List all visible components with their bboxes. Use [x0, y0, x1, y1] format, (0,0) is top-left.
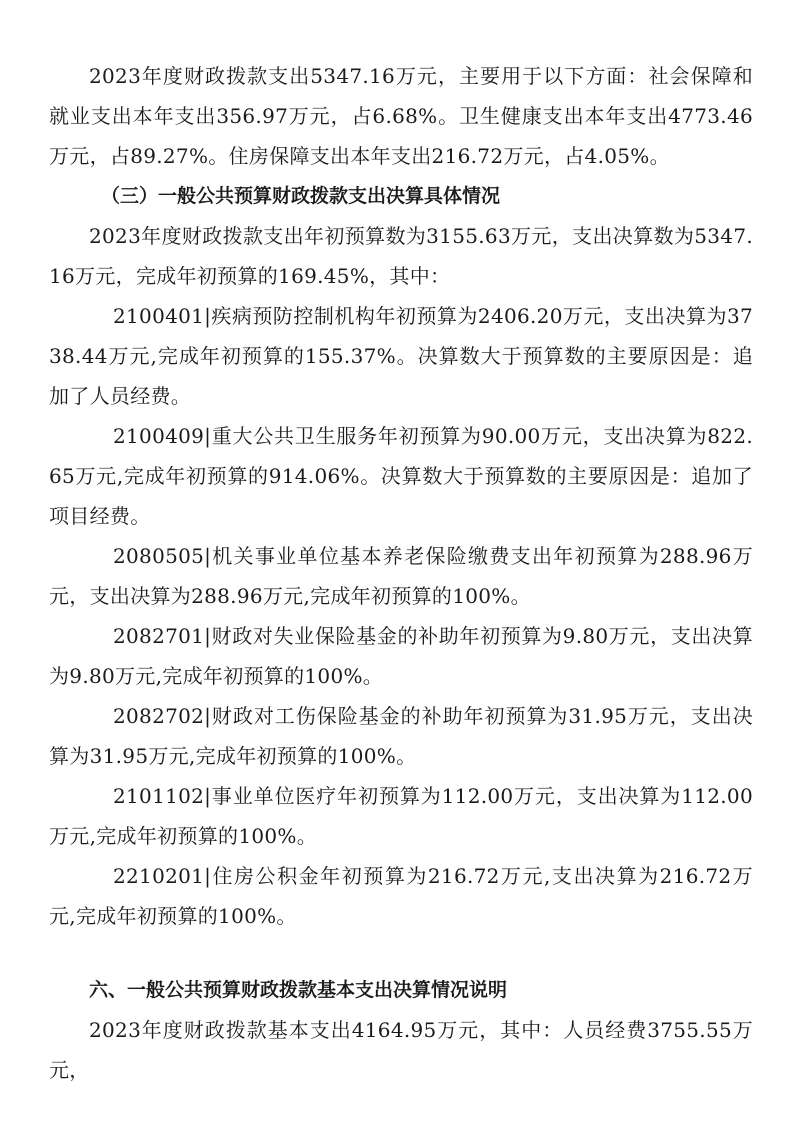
basic-expenditure-paragraph: 2023年度财政拨款基本支出4164.95万元，其中：人员经费3755.55万元， — [49, 1018, 753, 1082]
budget-item-2101102: 2101102|事业单位医疗年初预算为112.00万元，支出决算为112.00万元,完成年初预算的100%。 — [49, 784, 753, 848]
budget-item-2100401: 2100401|疾病预防控制机构年初预算为2406.20万元，支出决算为3738.44万元,完成年初预算的155.37%。决算数大于预算数的主要原因是：追加了人员经费。 — [49, 304, 753, 408]
budget-item-2080505: 2080505|机关事业单位基本养老保险缴费支出年初预算为288.96万元，支出决算为288.96万元,完成年初预算的100%。 — [49, 544, 753, 608]
budget-overview-paragraph: 2023年度财政拨款支出年初预算数为3155.63万元，支出决算数为5347.16万元，完成年初预算的169.45%，其中： — [49, 224, 753, 288]
budget-item-2082701: 2082701|财政对失业保险基金的补助年初预算为9.80万元，支出决算为9.80万元,完成年初预算的100%。 — [49, 624, 753, 688]
budget-item-2100409: 2100409|重大公共卫生服务年初预算为90.00万元，支出决算为822.65万元,完成年初预算的914.06%。决算数大于预算数的主要原因是：追加了项目经费。 — [49, 424, 753, 528]
budget-item-2082702: 2082702|财政对工伤保险基金的补助年初预算为31.95万元，支出决算为31.95万元,完成年初预算的100%。 — [49, 704, 753, 768]
section-heading-3: （三）一般公共预算财政拨款支出决算具体情况 — [101, 185, 501, 207]
document-page — [49, 56, 753, 1090]
expenditure-summary-paragraph: 2023年度财政拨款支出5347.16万元，主要用于以下方面：社会保障和就业支出本年支出356.97万元，占6.68%。卫生健康支出本年支出4773.46万元，占89.27%。住房保障支出本年支出216.72万元，占4.05%。 — [49, 64, 753, 168]
section-heading-6: 六、一般公共预算财政拨款基本支出决算情况说明 — [89, 979, 508, 1001]
budget-item-2210201: 2210201|住房公积金年初预算为216.72万元,支出决算为216.72万元,完成年初预算的100%。 — [49, 864, 753, 928]
